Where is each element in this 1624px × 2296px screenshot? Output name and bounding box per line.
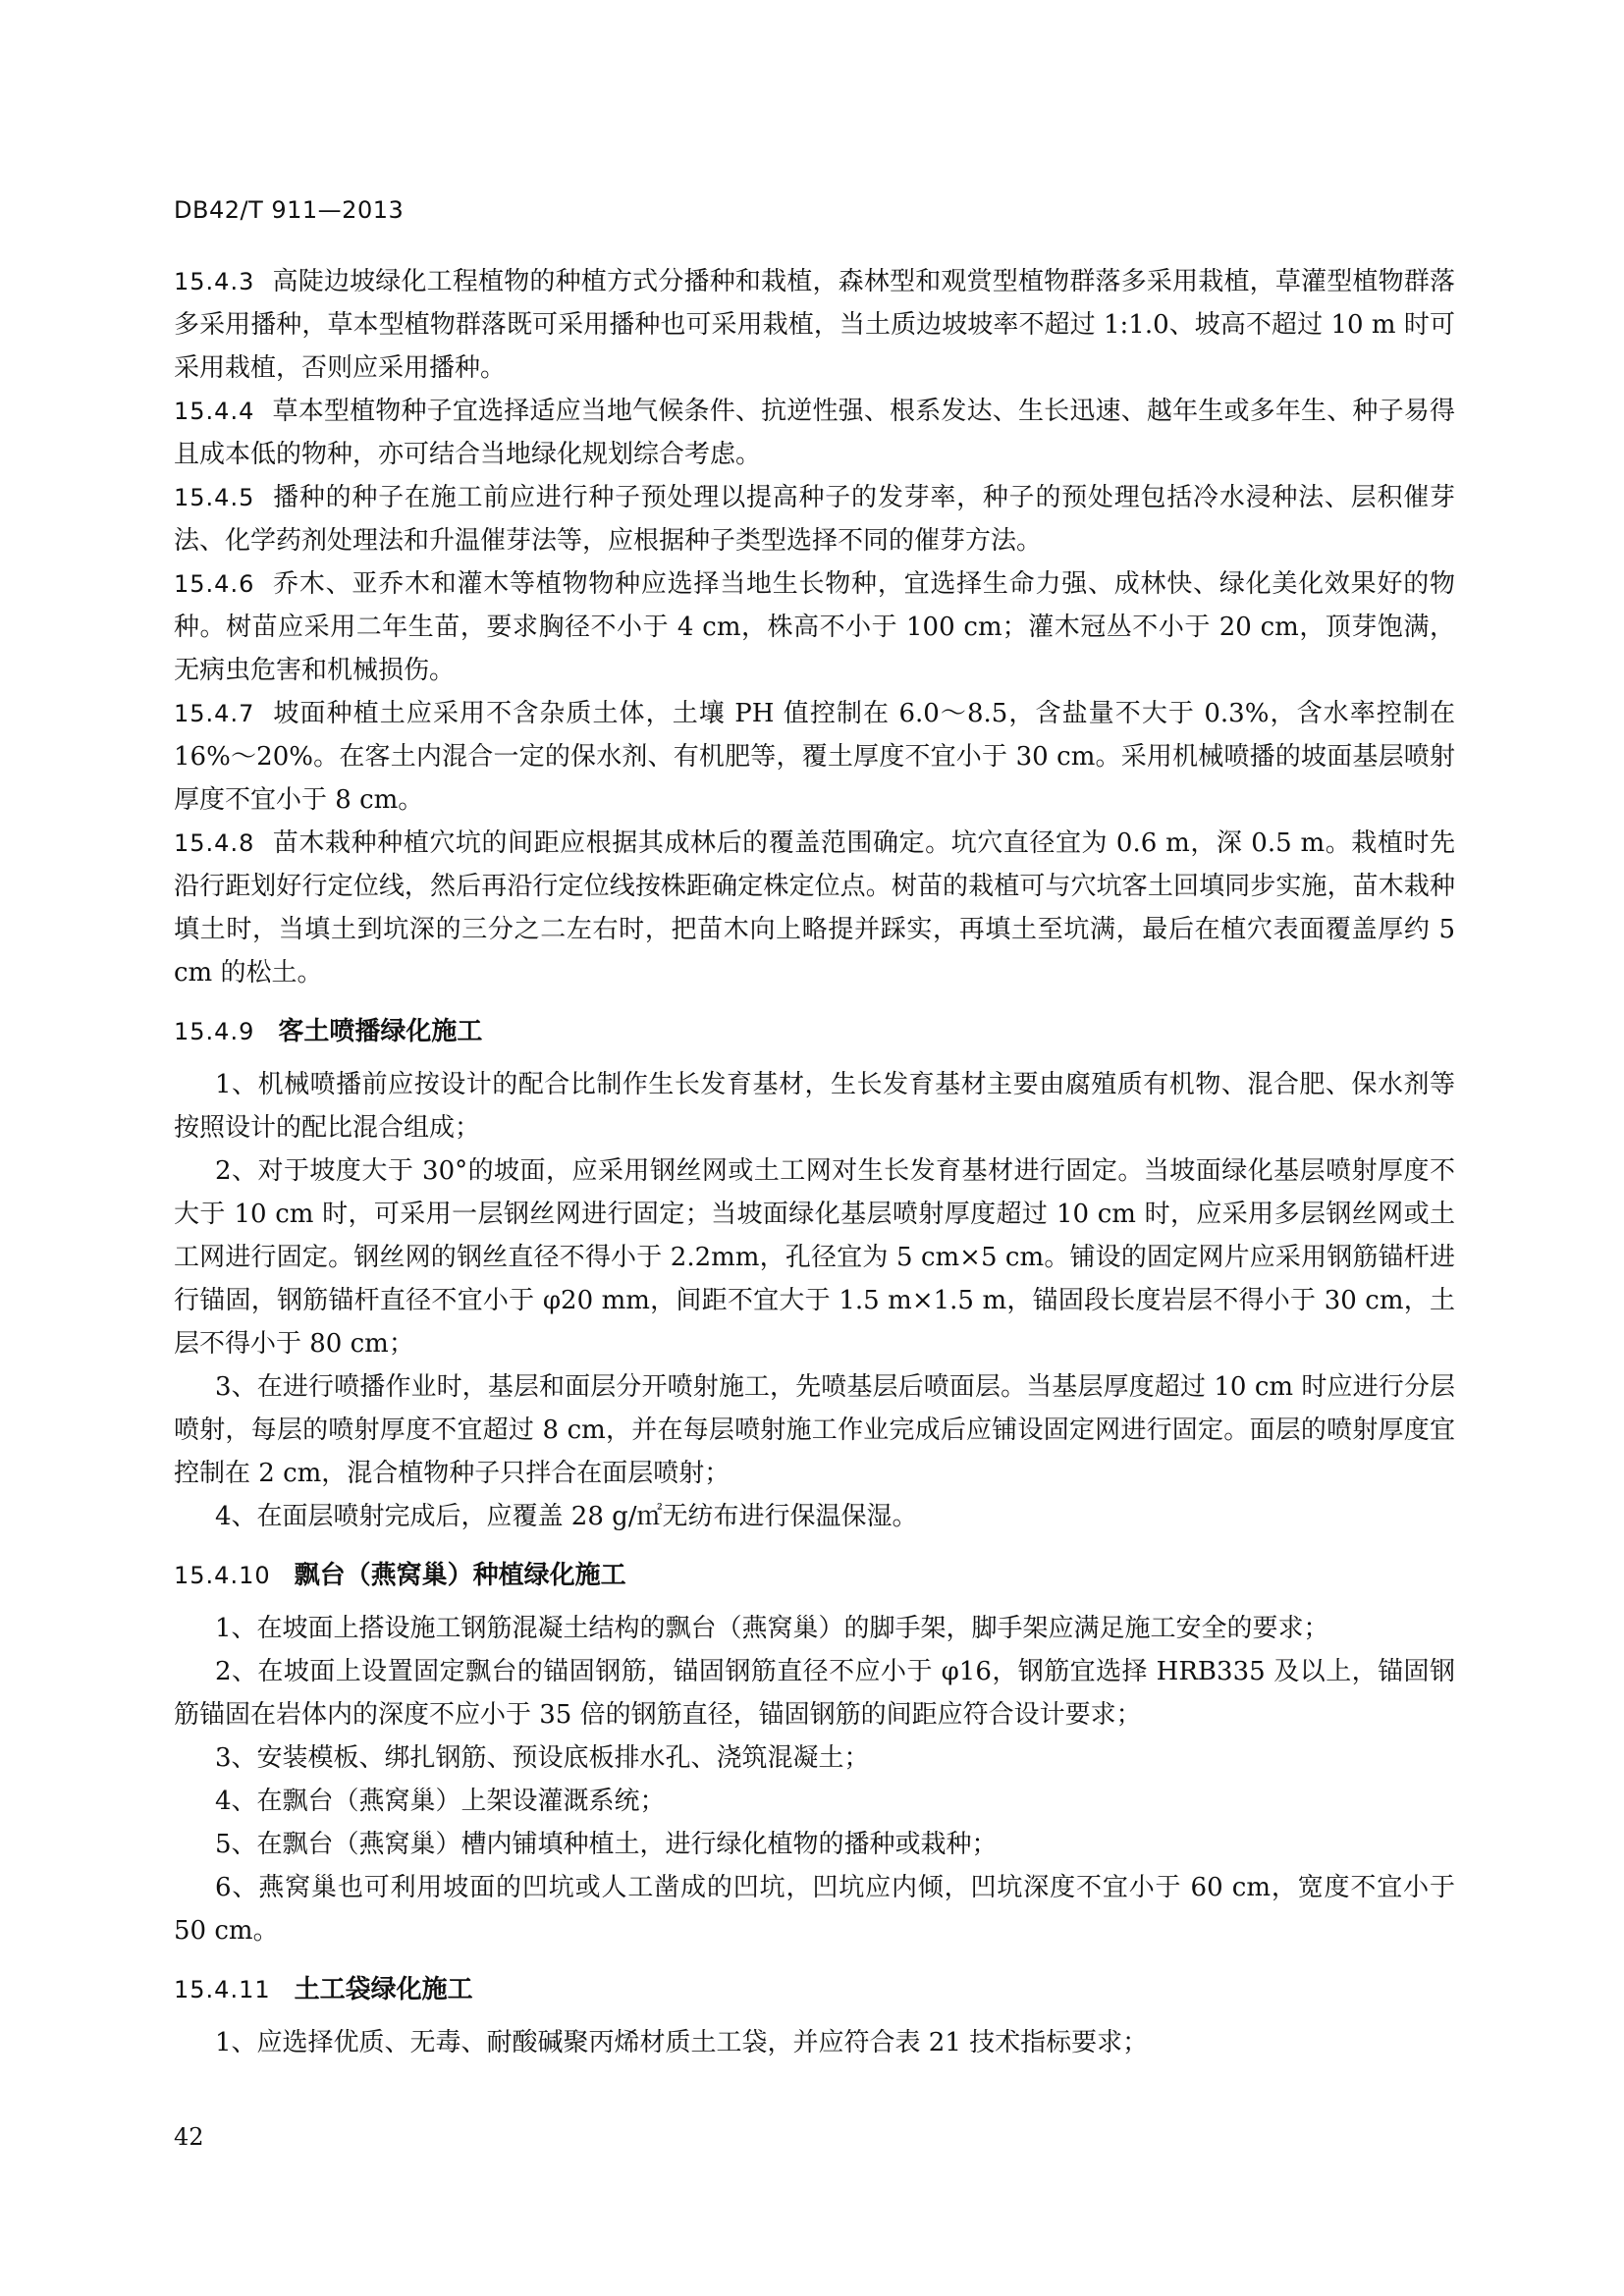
- clause-text: 高陡边坡绿化工程植物的种植方式分播种和栽植，森林型和观赏型植物群落多采用栽植，草灌型植物群落多采用播种，草本型植物群落既可采用播种也可采用栽植，当土质边坡坡率不超过 1:1.0、坡高不超过 10 m 时可采用栽植，否则应采用播种。: [174, 267, 1455, 383]
- clause-number: 15.4.3: [174, 268, 255, 295]
- list-item: 5、在飘台（燕窝巢）槽内铺填种植土，进行绿化植物的播种或栽种；: [215, 1830, 998, 1859]
- clause-text: 坡面种植土应采用不含杂质土体，土壤 PH 值控制在 6.0～8.5，含盐量不大于 0.3%，含水率控制在 16%～20%。在客土内混合一定的保水剂、有机肥等，覆土厚度不宜小于 30 cm。采用机械喷播的坡面基层喷射厚度不宜小于 8 cm。: [174, 699, 1455, 815]
- clause-15-4-7: [174, 692, 1455, 822]
- section-heading-15-4-11: [174, 1968, 1455, 2011]
- list-item: 1、应选择优质、无毒、耐酸碱聚丙烯材质土工袋，并应符合表 21 技术指标要求；: [215, 2028, 1149, 2057]
- list-item: 2、在坡面上设置固定飘台的锚固钢筋，锚固钢筋直径不应小于 φ16，钢筋宜选择 HRB335 及以上，锚固钢筋锚固在岩体内的深度不应小于 35 倍的钢筋直径，锚固钢筋的间距应符合设计要求；: [174, 1657, 1455, 1730]
- clause-15-4-3: [174, 260, 1455, 390]
- list-item: 3、在进行喷播作业时，基层和面层分开喷射施工，先喷基层后喷面层。当基层厚度超过 10 cm 时应进行分层喷射，每层的喷射厚度不宜超过 8 cm，并在每层喷射施工作业完成后应铺设固定网进行固定。面层的喷射厚度宜控制在 2 cm，混合植物种子只拌合在面层喷射；: [174, 1372, 1455, 1488]
- section-number: 15.4.9: [174, 1018, 255, 1045]
- list-item: 2、对于坡度大于 30°的坡面，应采用钢丝网或土工网对生长发育基材进行固定。当坡面绿化基层喷射厚度不大于 10 cm 时，可采用一层钢丝网进行固定；当坡面绿化基层喷射厚度超过 10 cm 时，应采用多层钢丝网或土工网进行固定。钢丝网的钢丝直径不得小于 2.2mm，孔径宜为 5 cm×5 cm。铺设的固定网片应采用钢筋锚杆进行锚固，钢筋锚杆直径不宜小于 φ20 mm，间距不宜大于 1.5 m×1.5 m，锚固段长度岩层不得小于 30 cm，土层不得小于 80 cm；: [174, 1156, 1455, 1359]
- clause-15-4-8: [174, 822, 1455, 994]
- section-number: 15.4.10: [174, 1562, 271, 1589]
- section-heading-15-4-9: [174, 1010, 1455, 1053]
- section-heading-15-4-10: [174, 1554, 1455, 1597]
- clause-number: 15.4.8: [174, 829, 255, 857]
- clause-text: 播种的种子在施工前应进行种子预处理以提高种子的发芽率，种子的预处理包括冷水浸种法、层积催芽法、化学药剂处理法和升温催芽法等，应根据种子类型选择不同的催芽方法。: [174, 483, 1455, 556]
- page-content: [174, 260, 1455, 2064]
- list-item: 3、安装模板、绑扎钢筋、预设底板排水孔、浇筑混凝土；: [215, 1743, 870, 1773]
- section-title: 客土喷播绿化施工: [278, 1017, 483, 1046]
- section-number: 15.4.11: [174, 1976, 271, 2003]
- clause-number: 15.4.6: [174, 570, 255, 598]
- list-item: 4、在飘台（燕窝巢）上架设灌溉系统；: [215, 1787, 666, 1816]
- document-code: DB42/T 911—2013: [174, 196, 405, 224]
- clause-text: 乔木、亚乔木和灌木等植物物种应选择当地生长物种，宜选择生命力强、成林快、绿化美化效果好的物种。树苗应采用二年生苗，要求胸径不小于 4 cm，株高不小于 100 cm；灌木冠丛不小于 20 cm，顶芽饱满，无病虫危害和机械损伤。: [174, 569, 1455, 685]
- clause-text: 草本型植物种子宜选择适应当地气候条件、抗逆性强、根系发达、生长迅速、越年生或多年生、种子易得且成本低的物种，亦可结合当地绿化规划综合考虑。: [174, 397, 1455, 469]
- clause-number: 15.4.7: [174, 700, 255, 727]
- list-item: 6、燕窝巢也可利用坡面的凹坑或人工凿成的凹坑，凹坑应内倾，凹坑深度不宜小于 60 cm，宽度不宜小于 50 cm。: [174, 1873, 1455, 1946]
- list-item: 1、在坡面上搭设施工钢筋混凝土结构的飘台（燕窝巢）的脚手架，脚手架应满足施工安全的要求；: [215, 1614, 1329, 1643]
- list-item: 1、机械喷播前应按设计的配合比制作生长发育基材，生长发育基材主要由腐殖质有机物、混合肥、保水剂等按照设计的配比混合组成；: [174, 1070, 1455, 1143]
- clause-15-4-4: [174, 390, 1455, 476]
- clause-number: 15.4.4: [174, 398, 255, 425]
- clause-15-4-6: [174, 562, 1455, 692]
- page-number: 42: [174, 2123, 204, 2151]
- section-title: 飘台（燕窝巢）种植绿化施工: [294, 1561, 626, 1590]
- section-title: 土工袋绿化施工: [294, 1975, 473, 2004]
- clause-text: 苗木栽种种植穴坑的间距应根据其成林后的覆盖范围确定。坑穴直径宜为 0.6 m，深 0.5 m。栽植时先沿行距划好行定位线，然后再沿行定位线按株距确定株定位点。树苗的栽植可与穴坑客土回填同步实施，苗木栽种填土时，当填土到坑深的三分之二左右时，把苗木向上略提并踩实，再填土至坑满，最后在植穴表面覆盖厚约 5 cm 的松土。: [174, 828, 1455, 988]
- clause-number: 15.4.5: [174, 484, 255, 511]
- list-item: 4、在面层喷射完成后，应覆盖 28 g/㎡无纺布进行保温保湿。: [215, 1502, 918, 1531]
- clause-15-4-5: [174, 476, 1455, 562]
